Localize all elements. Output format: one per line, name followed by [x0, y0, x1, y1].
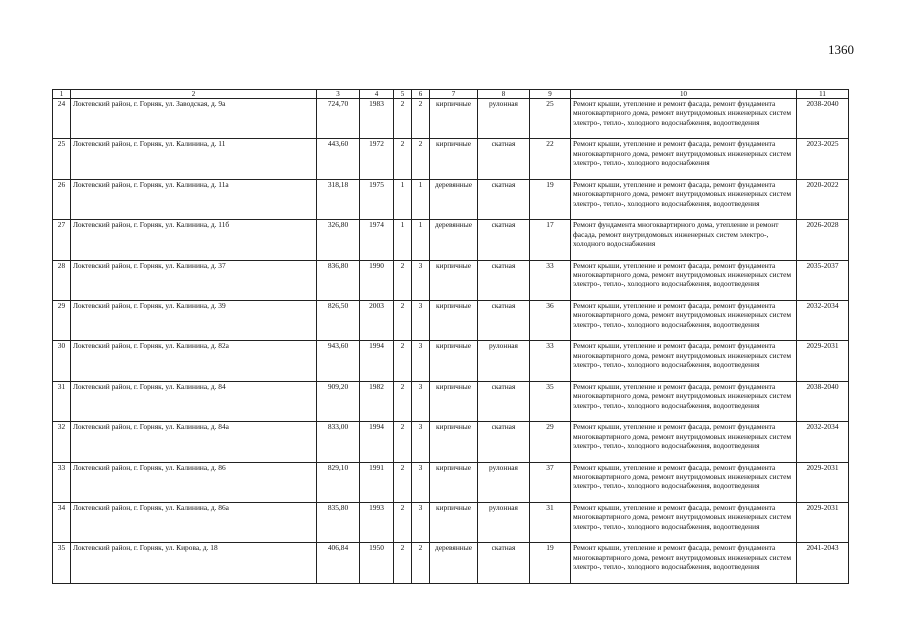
table-body: [53, 99, 849, 584]
area-cell: 836,80: [317, 260, 360, 300]
area-cell: 724,70: [317, 99, 360, 139]
flats-cell: 19: [530, 543, 571, 583]
column-number-row: [53, 90, 849, 99]
repair-period-cell: 2032-2034: [797, 422, 849, 462]
roof-type-cell: скатная: [478, 300, 530, 340]
area-cell: 835,80: [317, 502, 360, 542]
entrances-cell: 2: [412, 139, 430, 179]
wall-material-cell: деревянные: [430, 543, 478, 583]
area-cell: 943,60: [317, 341, 360, 381]
repair-works-cell: Ремонт крыши, утепление и ремонт фасада, ремонт фундамента многоквартирного дома, ремонт внутридомовых инженерных систем электро-, тепло-, холодного водоснабжения, водоотведения: [571, 341, 797, 381]
table-row: [53, 462, 849, 502]
flats-cell: 36: [530, 300, 571, 340]
floors-cell: 2: [394, 543, 412, 583]
year-cell: 1972: [360, 139, 394, 179]
floors-cell: 1: [394, 220, 412, 260]
year-cell: 1983: [360, 99, 394, 139]
table-row: [53, 139, 849, 179]
repair-period-cell: 2041-2043: [797, 543, 849, 583]
repair-period-cell: 2035-2037: [797, 260, 849, 300]
table-row: [53, 220, 849, 260]
row-number-cell: 24: [53, 99, 71, 139]
entrances-cell: 3: [412, 341, 430, 381]
address-cell: Локтевский район, г. Горняк, ул. Калинина, д. 11б: [71, 220, 317, 260]
entrances-cell: 3: [412, 462, 430, 502]
row-number-cell: 25: [53, 139, 71, 179]
wall-material-cell: кирпичные: [430, 422, 478, 462]
year-cell: 1950: [360, 543, 394, 583]
repair-period-cell: 2029-2031: [797, 341, 849, 381]
wall-material-cell: кирпичные: [430, 381, 478, 421]
column-header: 5: [394, 90, 412, 99]
repair-works-cell: Ремонт крыши, утепление и ремонт фасада, ремонт фундамента многоквартирного дома, ремонт внутридомовых инженерных систем электро-, тепло-, холодного водоснабжения, водоотведения: [571, 179, 797, 219]
repair-works-cell: Ремонт крыши, утепление и ремонт фасада, ремонт фундамента многоквартирного дома, ремонт внутридомовых инженерных систем электро-, тепло-, холодного водоснабжения, водоотведения: [571, 300, 797, 340]
column-header: 10: [571, 90, 797, 99]
roof-type-cell: скатная: [478, 381, 530, 421]
address-cell: Локтевский район, г. Горняк, ул. Калинина, д. 39: [71, 300, 317, 340]
repair-works-cell: Ремонт крыши, утепление и ремонт фасада, ремонт фундамента многоквартирного дома, ремонт внутридомовых инженерных систем электро-, тепло-, холодного водоснабжения, водоотведения: [571, 99, 797, 139]
table-row: [53, 341, 849, 381]
floors-cell: 2: [394, 260, 412, 300]
row-number-cell: 33: [53, 462, 71, 502]
area-cell: 443,60: [317, 139, 360, 179]
table-row: [53, 422, 849, 462]
table-row: [53, 502, 849, 542]
column-header: 4: [360, 90, 394, 99]
address-cell: Локтевский район, г. Горняк, ул. Калинина, д. 86а: [71, 502, 317, 542]
floors-cell: 2: [394, 99, 412, 139]
repair-period-cell: 2026-2028: [797, 220, 849, 260]
repair-works-cell: Ремонт крыши, утепление и ремонт фасада, ремонт фундамента многоквартирного дома, ремонт внутридомовых инженерных систем электро-, тепло-, холодного водоснабжения, водоотведения: [571, 260, 797, 300]
row-number-cell: 27: [53, 220, 71, 260]
roof-type-cell: скатная: [478, 260, 530, 300]
column-header: 11: [797, 90, 849, 99]
repair-period-cell: 2029-2031: [797, 462, 849, 502]
column-header: 3: [317, 90, 360, 99]
address-cell: Локтевский район, г. Горняк, ул. Калинина, д. 82а: [71, 341, 317, 381]
entrances-cell: 3: [412, 300, 430, 340]
table-row: [53, 179, 849, 219]
floors-cell: 2: [394, 381, 412, 421]
wall-material-cell: кирпичные: [430, 99, 478, 139]
table-row: [53, 260, 849, 300]
year-cell: 1994: [360, 341, 394, 381]
table-row: [53, 381, 849, 421]
row-number-cell: 26: [53, 179, 71, 219]
wall-material-cell: кирпичные: [430, 139, 478, 179]
entrances-cell: 2: [412, 99, 430, 139]
row-number-cell: 34: [53, 502, 71, 542]
repair-period-cell: 2032-2034: [797, 300, 849, 340]
repair-period-cell: 2023-2025: [797, 139, 849, 179]
floors-cell: 2: [394, 422, 412, 462]
row-number-cell: 31: [53, 381, 71, 421]
year-cell: 1975: [360, 179, 394, 219]
entrances-cell: 3: [412, 260, 430, 300]
roof-type-cell: рулонная: [478, 341, 530, 381]
flats-cell: 37: [530, 462, 571, 502]
column-header: 1: [53, 90, 71, 99]
roof-type-cell: скатная: [478, 543, 530, 583]
entrances-cell: 1: [412, 220, 430, 260]
column-header: 6: [412, 90, 430, 99]
repair-works-cell: Ремонт крыши, утепление и ремонт фасада, ремонт фундамента многоквартирного дома, ремонт внутридомовых инженерных систем электро-, тепло-, холодного водоснабжения, водоотведения: [571, 462, 797, 502]
floors-cell: 2: [394, 139, 412, 179]
repair-works-cell: Ремонт крыши, утепление и ремонт фасада, ремонт фундамента многоквартирного дома, ремонт внутридомовых инженерных систем электро-, тепло-, холодного водоснабжения, водоотведения: [571, 502, 797, 542]
entrances-cell: 3: [412, 381, 430, 421]
wall-material-cell: кирпичные: [430, 260, 478, 300]
address-cell: Локтевский район, г. Горняк, ул. Калинина, д. 11а: [71, 179, 317, 219]
address-cell: Локтевский район, г. Горняк, ул. Калинина, д. 84: [71, 381, 317, 421]
flats-cell: 31: [530, 502, 571, 542]
repair-period-cell: 2038-2040: [797, 381, 849, 421]
column-header: 9: [530, 90, 571, 99]
year-cell: 1990: [360, 260, 394, 300]
entrances-cell: 1: [412, 179, 430, 219]
row-number-cell: 32: [53, 422, 71, 462]
roof-type-cell: рулонная: [478, 462, 530, 502]
table-row: [53, 543, 849, 583]
repair-works-cell: Ремонт фундамента многоквартирного дома, утепление и ремонт фасада, ремонт внутридомовых инженерных систем электро-, холодного водоснабжения: [571, 220, 797, 260]
row-number-cell: 28: [53, 260, 71, 300]
roof-type-cell: скатная: [478, 422, 530, 462]
area-cell: 406,84: [317, 543, 360, 583]
address-cell: Локтевский район, г. Горняк, ул. Кирова, д. 18: [71, 543, 317, 583]
floors-cell: 2: [394, 341, 412, 381]
housing-register-table: [52, 89, 849, 584]
repair-works-cell: Ремонт крыши, утепление и ремонт фасада, ремонт фундамента многоквартирного дома, ремонт внутридомовых инженерных систем электро-, тепло-, холодного водоснабжения, водоотведения: [571, 422, 797, 462]
table-row: [53, 300, 849, 340]
floors-cell: 2: [394, 300, 412, 340]
floors-cell: 2: [394, 502, 412, 542]
address-cell: Локтевский район, г. Горняк, ул. Калинина, д. 84а: [71, 422, 317, 462]
entrances-cell: 3: [412, 502, 430, 542]
flats-cell: 33: [530, 260, 571, 300]
flats-cell: 22: [530, 139, 571, 179]
roof-type-cell: скатная: [478, 220, 530, 260]
year-cell: 1974: [360, 220, 394, 260]
roof-type-cell: рулонная: [478, 502, 530, 542]
row-number-cell: 35: [53, 543, 71, 583]
area-cell: 829,10: [317, 462, 360, 502]
wall-material-cell: кирпичные: [430, 341, 478, 381]
wall-material-cell: кирпичные: [430, 300, 478, 340]
area-cell: 833,00: [317, 422, 360, 462]
flats-cell: 33: [530, 341, 571, 381]
area-cell: 909,20: [317, 381, 360, 421]
address-cell: Локтевский район, г. Горняк, ул. Заводская, д. 9а: [71, 99, 317, 139]
floors-cell: 1: [394, 179, 412, 219]
area-cell: 826,50: [317, 300, 360, 340]
year-cell: 1991: [360, 462, 394, 502]
column-header: 7: [430, 90, 478, 99]
column-header: 2: [71, 90, 317, 99]
flats-cell: 19: [530, 179, 571, 219]
repair-works-cell: Ремонт крыши, утепление и ремонт фасада, ремонт фундамента многоквартирного дома, ремонт внутридомовых инженерных систем электро-, тепло-, холодного водоснабжения, водоотведения: [571, 381, 797, 421]
repair-works-cell: Ремонт крыши, утепление и ремонт фасада, ремонт фундамента многоквартирного дома, ремонт внутридомовых инженерных систем электро-, тепло-, холодного водоснабжения: [571, 139, 797, 179]
wall-material-cell: деревянные: [430, 220, 478, 260]
flats-cell: 25: [530, 99, 571, 139]
page-number: 1360: [828, 42, 854, 57]
address-cell: Локтевский район, г. Горняк, ул. Калинина, д. 86: [71, 462, 317, 502]
year-cell: 1994: [360, 422, 394, 462]
table-row: [53, 99, 849, 139]
area-cell: 326,80: [317, 220, 360, 260]
repair-works-cell: Ремонт крыши, утепление и ремонт фасада, ремонт фундамента многоквартирного дома, ремонт внутридомовых инженерных систем электро-, тепло-, холодного водоснабжения, водоотведения: [571, 543, 797, 583]
address-cell: Локтевский район, г. Горняк, ул. Калинина, д. 37: [71, 260, 317, 300]
year-cell: 1982: [360, 381, 394, 421]
row-number-cell: 29: [53, 300, 71, 340]
column-header: 8: [478, 90, 530, 99]
wall-material-cell: кирпичные: [430, 502, 478, 542]
year-cell: 1993: [360, 502, 394, 542]
row-number-cell: 30: [53, 341, 71, 381]
roof-type-cell: рулонная: [478, 99, 530, 139]
flats-cell: 29: [530, 422, 571, 462]
wall-material-cell: кирпичные: [430, 462, 478, 502]
repair-period-cell: 2038-2040: [797, 99, 849, 139]
year-cell: 2003: [360, 300, 394, 340]
flats-cell: 17: [530, 220, 571, 260]
roof-type-cell: скатная: [478, 139, 530, 179]
wall-material-cell: деревянные: [430, 179, 478, 219]
floors-cell: 2: [394, 462, 412, 502]
address-cell: Локтевский район, г. Горняк, ул. Калинина, д. 11: [71, 139, 317, 179]
entrances-cell: 3: [412, 422, 430, 462]
roof-type-cell: скатная: [478, 179, 530, 219]
repair-period-cell: 2029-2031: [797, 502, 849, 542]
entrances-cell: 2: [412, 543, 430, 583]
flats-cell: 35: [530, 381, 571, 421]
area-cell: 318,18: [317, 179, 360, 219]
repair-period-cell: 2020-2022: [797, 179, 849, 219]
